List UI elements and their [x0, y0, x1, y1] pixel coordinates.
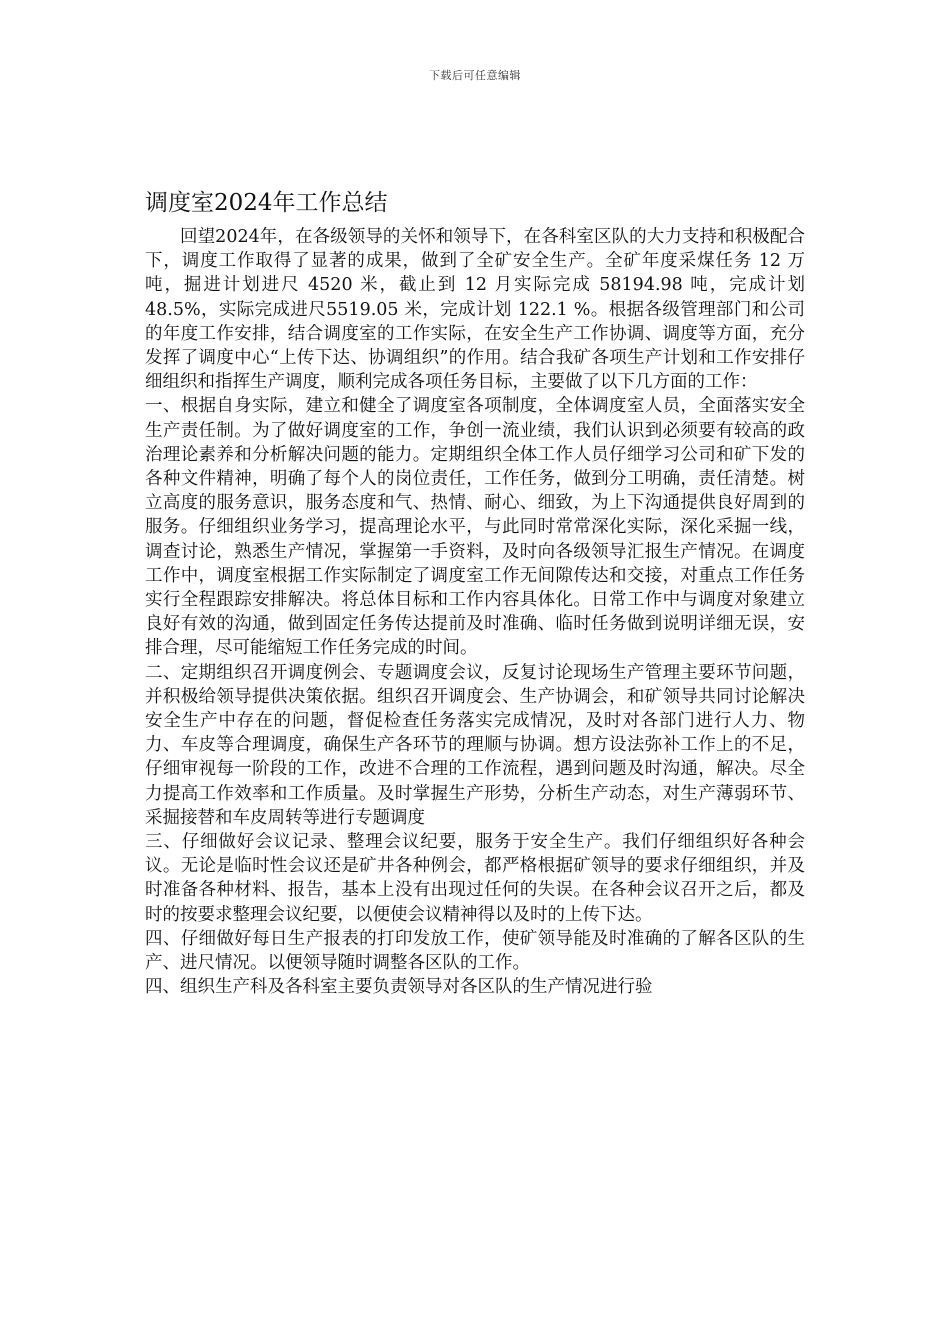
- section-paragraph-2: 二、定期组织召开调度例会、专题调度会议，反复讨论现场生产管理主要环节问题，并积极给领导提供决策依据。组织召开调度会、生产协调会，和矿领导共同讨论解决安全生产中存在的问题，督促检查任务落实完成情况，及时对各部门进行人力、物力、车皮等合理调度，确保生产各环节的理顺与协调。想方设法弥补工作上的不足，仔细审视每一阶段的工作，改进不合理的工作流程，遇到问题及时沟通，解决。尽全力提高工作效率和工作质量。及时掌握生产形势，分析生产动态，对生产薄弱环节、采掘接替和车皮周转等进行专题调度: [145, 662, 805, 828]
- section-paragraph-1: 一、根据自身实际，建立和健全了调度室各项制度，全体调度室人员，全面落实安全生产责任制。为了做好调度室的工作，争创一流业绩，我们认识到必须要有较高的政治理论素养和分析解决问题的能力。定期组织全体工作人员仔细学习公司和矿下发的各种文件精神，明确了每个人的岗位责任，工作任务，做到分工明确，责任清楚。树立高度的服务意识，服务态度和气、热情、耐心、细致，为上下沟通提供良好周到的服务。仔细组织业务学习，提高理论水平，与此同时常常深化实际，深化采掘一线，调查讨论，熟悉生产情况，掌握第一手资料，及时向各级领导汇报生产情况。在调度工作中，调度室根据工作实际制定了调度室工作无间隙传达和交接，对重点工作任务实行全程跟踪安排解决。将总体目标和工作内容具体化。日常工作中与调度对象建立良好有效的沟通，做到固定任务传达提前及时准确、临时任务做到说明详细无误，安排合理，尽可能缩短工作任务完成的时间。: [145, 396, 805, 659]
- intro-paragraph: 回望2024年，在各级领导的关怀和领导下，在各科室区队的大力支持和积极配合下，调度工作取得了显著的成果，做到了全矿安全生产。全矿年度采煤任务 12 万吨，掘进计划进尺 4520 米，截止到 12 月实际完成 58194.98 吨，完成计划 48.5%，实际完成进尺5519.05 米，完成计划 122.1 %。根据各级管理部门和公司的年度工作安排，结合调度室的工作实际，在安全生产工作协调、调度等方面，充分发挥了调度中心“上传下达、协调组织”的作用。结合我矿各项生产计划和工作安排仔细组织和指挥生产调度，顺利完成各项任务目标，主要做了以下几方面的工作：: [145, 227, 805, 393]
- document-body: [145, 225, 805, 1000]
- page-header: 下载后可任意编辑: [429, 69, 521, 82]
- section-paragraph-3: 三、仔细做好会议记录、整理会议纪要，服务于安全生产。我们仔细组织好各种会议。无论是临时性会议还是矿井各种例会，都严格根据矿领导的要求仔细组织，并及时准备各种材料、报告，基本上没有出现过任何的失误。在各种会议召开之后，都及时的按要求整理会议纪要，以便使会议精神得以及时的上传下达。: [145, 832, 805, 925]
- section-paragraph-5: 四、组织生产科及各科室主要负责领导对各区队的生产情况进行验: [145, 977, 653, 998]
- section-paragraph-4: 四、仔细做好每日生产报表的打印发放工作，使矿领导能及时准确的了解各区队的生产、进尺情况。以便领导随时调整各区队的工作。: [145, 928, 805, 974]
- document-title: 调度室2024年工作总结: [145, 190, 388, 216]
